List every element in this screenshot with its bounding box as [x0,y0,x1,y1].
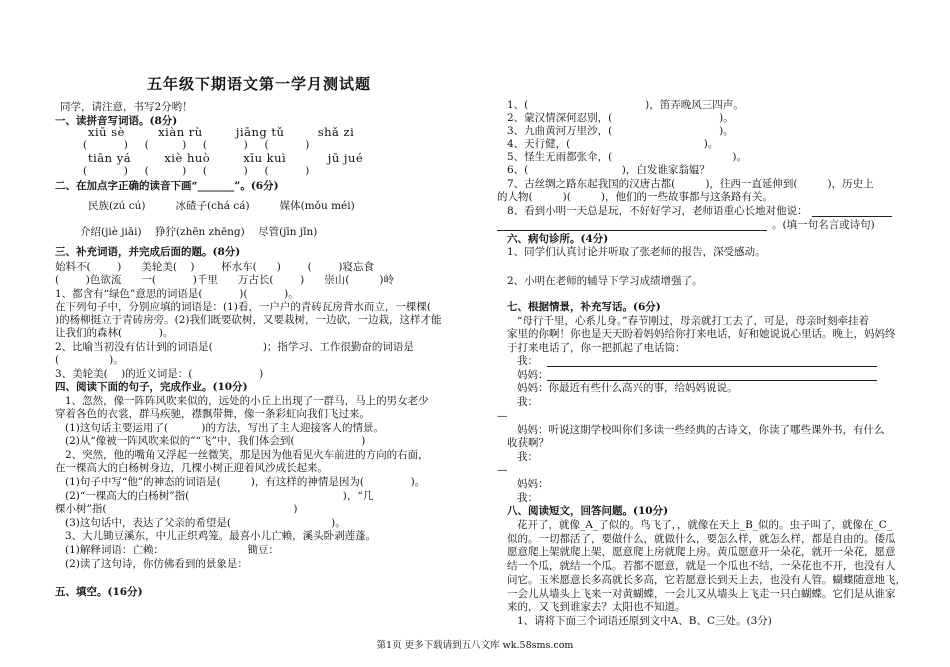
left-line: 介绍(jiè jiāi) 狰狞(zhēn zhēng) 尽管(jīn jǐn) [80,226,318,238]
left-line: ( ) ( ) ( ) ( ) [83,139,310,151]
right-line: — [497,410,508,422]
left-line: )的杨柳挺立于青砖房旁。(2)我们既要砍树，又要栽树，一边砍，一边栽，这样才能 [55,314,442,326]
right-line: 的人物( )( )，他们的一些故事都与这条路有关。 [497,191,773,203]
right-line: 花开了，就像_A_了似的。鸟飞了，，就像在天上_B_似的。虫子叫了，就像在_C_ [517,519,893,531]
right-line: 家里的你啊！你也是天天盼着妈妈给你打来电话，好和她说说心里话。晚上，妈妈终 [507,328,896,340]
left-line: (1)这句话主要运用了( )的方法，写出了主人迎接客人的情景。 [65,422,384,434]
left-line: xiū sè xiàn rù jiāng tǔ shǎ zi [88,125,355,139]
left-line: 同学，请注意，书写2分哟！ [60,101,193,113]
left-line: 五、填空。(16分) [55,586,143,598]
right-line: 。(填一句名言或诗句) [772,219,875,231]
right-line: 愿意爬上架就爬上架，愿意爬上房就爬上房。黄瓜愿意开一朵花，就开一朵花，愿意 [507,546,896,558]
right-line: 1、请将下面三个词语还原到文中A、B、C三处。(3分) [517,615,772,627]
left-line: tiān yá xiè huò xīu kuì jū jué [88,151,364,165]
left-line: 一、读拼音写词语。(8分) [55,115,178,127]
right-line: 6、( )，白发谁家翁媪？ [507,164,710,176]
right-line: 八、阅读短文，回答问题。(10分) [507,505,669,517]
right-line: 结一个瓜，就结一个瓜。若都不愿意，就是一个瓜也不结，一朵花也不开，也没有人 [507,560,896,572]
left-line: 三、补充词语，并完成后面的题。(8分) [55,246,241,258]
right-line: 1、( )，笛弄晚风三四声。 [507,99,744,111]
left-line: 二、在加点字正确的读音下画“_______”。(6分) [55,180,279,192]
left-line: 在下列句子中，分别应填的词语是：(1)看，一户户的青砖瓦房背水而立，一棵棵( [55,301,431,313]
right-line: 2、蒙汉情深何忍别，( )。 [507,112,734,124]
right-line: — [497,464,508,476]
right-line: “母行千里，心系儿身。”春节刚过，母亲就打工去了，可是，母亲时刻牵挂着 [517,315,869,327]
right-line: 来的，又飞到谁家去？太阳也不知道。 [507,601,686,613]
answer-line [547,366,877,367]
right-line: 1、同学们认真讨论并听取了张老师的报告，深受感动。 [507,246,766,258]
left-line: 民族(zú cú) 冰碴子(chá cá) 媒体(mǒu méi) [88,200,355,212]
left-line: 在一棵高大的白杨树身边，几棵小树正迎着风沙成长起来。 [55,462,328,474]
left-line: ( )。 [55,354,124,366]
right-line: 妈妈：你最近有些什么高兴的事，给妈妈说说。 [517,382,738,394]
left-line: 1、忽然，像一阵阵风吹来似的，远处的小丘上出现了一群马，马上的男女老少 [65,395,429,407]
left-line: 让我们的森林( )。 [55,327,174,339]
right-line: 4、天行健，( )。 [507,138,719,150]
left-line: 五年级下期语文第一学月测试题 [147,75,372,93]
right-line: 7、古丝绸之路东起我国的汉唐古都( )，往西一直延伸到( )，历史上 [507,178,874,190]
right-line: 一会儿从墙头上飞来一对黄蝴蝶，一会儿又从墙头上飞走一只白蝴蝶。它们是从谁家 [507,588,896,600]
right-line: 问它。玉米愿意长多高就长多高，它若愿意长到天上去，也没有人管。蝴蝶随意地飞， [507,574,906,586]
left-line: 3、美轮美( )的近义词是：( ) [55,368,264,380]
right-line: 5、怪生无雨都张伞，( )。 [507,151,748,163]
left-line: 3、大儿锄豆溪东，中儿正织鸡笼。最喜小儿亡赖，溪头卧剥莲蓬。 [65,530,377,542]
right-line: 2、小明在老师的辅导下学习成绩增强了。 [507,275,703,287]
left-line: 四、阅读下面的句子，完成作业。(10分) [55,381,248,393]
right-line: 8、看到小明一天总是玩，不好好学习，老师语重心长地对他说： [507,205,808,217]
left-line: (1)句子中写“他”的神态的词语是( )，有这样的神情是因为( )。 [65,476,426,488]
left-line: 2、比喻当初没有估计到的词语是( )；指学习、工作很勤奋的词语是 [55,341,414,353]
left-line: 穿着各色的衣裳，群马疾驰，襟飘带舞，像一条彩虹向我们飞过来。 [55,408,370,420]
answer-line [547,380,877,381]
left-line: ( )色欲流 一( )千里 万古长( ) 崇山( )岭 [55,274,395,286]
right-line: 我： [517,492,538,504]
page-footer: 第1页 更多下载请到五八文库 wk.58sms.com [376,640,574,651]
right-line: 妈妈：听说这期学校叫你们多读一些经典的古诗文，你读了哪些课外书，有什么 [517,424,885,436]
right-line: 我： [517,355,538,367]
right-line: 于打来电话了，你一把抓起了电话筒： [507,342,686,354]
right-line: 妈妈： [517,478,549,490]
right-line: 我： [517,451,538,463]
left-line: (2)读了这句诗，你仿佛看到的景象是： [65,558,248,570]
answer-line [497,230,767,231]
answer-line [812,216,892,217]
left-line: 始料不( ) 美轮美( ) 杯水车( ) ( )寝忘食 [55,261,374,273]
left-line: 棵小树”指( ) [55,503,298,515]
right-line: 妈妈： [517,369,549,381]
left-line: (1)解释词语：亡赖： 锄豆： [65,544,279,556]
right-line: 我： [517,396,538,408]
left-line: (3)这句话中，表达了父亲的希望是( )。 [65,517,346,529]
left-line: ( ) ( ) ( ) ( ) [83,165,310,177]
right-line: 似的。一切都活了，要做什么，就做什么，要怎么样，就怎么样，都是自由的。倭瓜 [507,533,896,545]
right-line: 六、病句诊所。(4分) [507,233,609,245]
left-line: (2)从“像被一阵风吹来似的”“飞”中，我们体会到( ) [65,435,366,447]
left-line: (2)“一棵高大的白杨树”指( )，“几 [65,490,374,502]
right-line: 收获啊？ [507,437,549,449]
left-line: 1、都含有“绿色”意思的词语是( )( )。 [55,288,299,300]
left-line: 2、突然，他的嘴角又浮起一丝微笑，那是因为他看见火车前进的方向的右面， [65,449,429,461]
right-line: 七、根据情景，补充写话。(6分) [507,301,661,313]
right-line: 3、九曲黄河万里沙，( )。 [507,125,734,137]
